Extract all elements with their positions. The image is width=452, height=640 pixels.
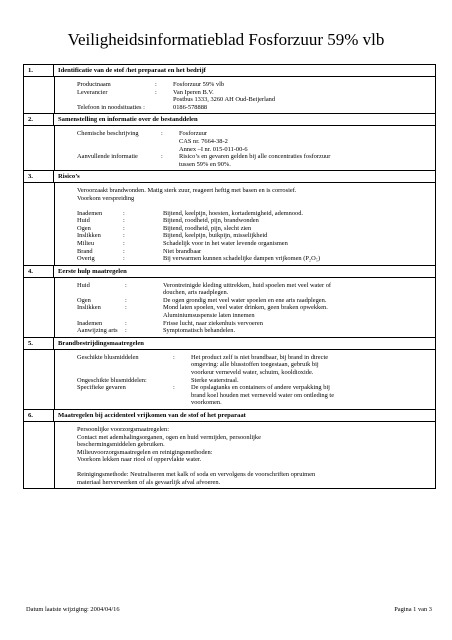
field-row [77,304,431,312]
field-label: Huid [77,281,90,289]
section-body [54,126,435,170]
section-2 [24,114,435,171]
field-value: voorkeur verneveld water, schuim, kooldioxide. [191,369,314,377]
field-label [77,392,173,400]
section-header-row [24,338,435,350]
footer-date: Datum laatste wijziging: 2004/04/16 [26,606,120,613]
field-label: Brand [77,247,93,255]
field-value: douchen, arts raadplegen. [163,289,229,297]
field-colon [161,161,179,169]
field-label: Ogen [77,224,91,232]
field-value: 0186-578888 [173,103,208,111]
field-label: Aanvullende informatie [77,153,138,161]
field-row [77,104,431,112]
field-colon [125,312,163,320]
section-heading: Risico’s [58,173,80,181]
field-label [77,361,173,369]
section-number: 1. [24,65,54,76]
field-label: Inademen [77,319,103,327]
field-colon [173,369,191,377]
field-value: Van Iperen B.V. [173,88,214,96]
field-row [77,392,431,400]
field-label [77,312,125,320]
field-label: Inademen [77,209,103,217]
field-row [77,312,431,320]
field-colon: : [125,296,127,304]
field-colon: : [125,319,127,327]
field-row [77,361,431,369]
field-label: Geschikte blusmiddelen [77,353,139,361]
field-value: Bijtend, roodheid, pijn, brandwonden [163,217,259,225]
field-colon [155,104,173,112]
field-label [77,369,173,377]
field-colon [161,138,179,146]
field-row [77,210,431,218]
field-label [77,96,155,104]
field-row [77,399,431,407]
field-label: Leverancier [77,88,108,96]
field-colon: : [125,281,127,289]
field-colon: : [123,209,125,217]
field-label: Specifieke gevaren [77,384,126,392]
section-header-row [24,65,435,77]
field-row [77,255,431,263]
field-row [77,89,431,97]
field-colon: : [173,353,175,361]
field-value: Schadelijk voor in het water levende organismen [163,239,288,247]
field-label [77,146,161,154]
field-value: De ogen grondig met veel water spoelen en ene arts raadplegen. [163,296,327,304]
field-colon: : [123,239,125,247]
body-line: Reinigingsmethode: Neutraliseren met kalk of soda en vervolgens de voorschriften opruimen [77,470,316,478]
field-value: Bij verwarmen kunnen schadelijke dampen vrijkomen (P₂O₅) [163,255,321,263]
section-body [54,278,435,337]
field-label: Productnaam [77,81,111,88]
field-value: Postbus 1333, 3260 AH Oud-Beijerland [173,96,276,104]
field-value: Bijtend, keelpijn, buikpijn, misselijkheid [163,232,268,240]
field-value: Fosforzuur 59% vlb [173,81,225,88]
field-row [77,289,431,297]
field-row [77,384,431,392]
field-row [77,225,431,233]
field-colon: : [125,304,127,312]
field-row [77,377,431,385]
field-label: Huid [77,217,90,225]
section-header-row [24,410,435,422]
field-value: Aluminiumsuspensie laten innemen [163,312,255,320]
field-label [77,399,173,407]
body-line: materiaal herverwerken of als gevaarlijk afval afvoeren. [77,478,221,486]
field-value: Bijtend, keelpijn, hoesten, kortademigheid, ademnood. [163,209,304,217]
field-label: Inslikken [77,232,101,240]
field-colon: : [123,217,125,225]
document-title: Veiligheidsinformatieblad Fosforzuur 59% vlb [67,30,385,49]
field-colon: : [155,88,157,96]
section-heading: Eerste hulp maatregelen [58,267,127,275]
field-row [77,153,431,161]
field-colon [173,399,191,407]
field-colon: : [125,327,127,335]
field-colon: : [123,224,125,232]
section-number: 5. [24,338,54,349]
field-label: Telefoon in noodsituaties : [77,103,145,111]
field-row [77,327,431,335]
field-label: Overig [77,255,95,263]
section-heading: Samenstelling en informatie over de bestanddelen [58,116,198,124]
field-label: Inslikken [77,304,101,312]
field-value: Annex –I nr. 015-011-00-6 [179,145,248,153]
field-row [77,354,431,362]
field-colon [161,146,179,154]
section-heading: Brandbestrijdingsmaatregelen [58,339,144,347]
section-6 [24,410,435,488]
field-colon: : [155,81,157,88]
section-number: 3. [24,171,54,182]
field-row [77,217,431,225]
field-colon: : [123,255,125,263]
field-label [77,138,161,146]
field-value: Frisse lucht, naar ziekenhuis vervoeren [163,319,263,327]
section-4 [24,266,435,338]
field-value: Het product zelf is niet brandbaar, bij brand in directe [191,353,329,361]
field-row [77,320,431,328]
body-line: Voorkom verspreiding [77,194,135,202]
field-label: Ogen [77,296,91,304]
section-body [54,422,435,488]
field-row [77,369,431,377]
body-line: Milieuvoorzorgsmaatregelen en reinigingsmethoden: [77,448,213,456]
field-value: brand koel houden met verneveld water om ontleding te [191,391,335,399]
field-colon [173,392,191,400]
field-row [77,138,431,146]
field-value: Symptomatisch behandelen. [163,327,236,335]
field-label: Chemische beschrijving [77,130,139,138]
field-label: Aanwijzing arts [77,327,118,335]
field-row [77,232,431,240]
field-row [77,282,431,290]
field-value: Niet brandbaar [163,247,202,255]
field-value: Risico’s en gevaren gelden bij alle concentraties fosforzuur [179,153,331,161]
sections-table [23,64,436,489]
field-value: Verontreinigde kleding uittrekken, huid spoelen met veel water of [163,281,332,289]
field-label: Ongeschikte blusmiddelen: [77,376,147,384]
field-row [77,146,431,154]
spacer [77,203,431,210]
section-body [54,77,435,113]
field-label: Milieu [77,239,95,247]
section-number: 2. [24,114,54,125]
field-label [77,161,161,169]
field-value: omgeving: alle blusstoffen toegestaan, gebruik bij [191,361,319,369]
section-header-row [24,171,435,183]
field-value: tussen 59% en 90%. [179,160,231,168]
field-colon: : [123,232,125,240]
field-row [77,96,431,104]
field-value: Mond laten spoelen, veel water drinken, geen braken opwekken. [163,304,328,312]
field-colon: : [173,384,175,392]
section-number: 6. [24,410,54,421]
field-value: De opslagtanks en containers of andere verpakking bij [191,384,330,392]
field-row [77,130,431,138]
spacer [77,464,431,471]
body-line: Persoonlijke voorzorgsmaatregelen: [77,426,169,433]
body-line: Veroorzaakt brandwonden. Matig sterk zuur, reageert heftig met basen en is corrosief. [77,187,297,195]
field-value: CAS nr. 7664-38-2 [179,137,228,145]
field-colon [125,289,163,297]
field-colon [173,361,191,369]
section-number: 4. [24,266,54,277]
section-heading: Maatregelen bij accidenteel vrijkomen van de stof of het preparaat [58,412,246,419]
field-value: Bijtend, roodheid, pijn, slecht zien [163,224,252,232]
field-row [77,161,431,169]
field-label [77,289,125,297]
footer-page-number: Pagina 1 van 3 [394,606,432,613]
field-value: voorkomen. [191,399,222,407]
field-value: Sterke waterstraal. [191,376,239,384]
field-colon [155,96,173,104]
section-5 [24,338,435,410]
field-row [77,248,431,256]
field-colon [173,377,191,385]
field-colon: : [161,130,163,138]
section-1 [24,65,435,114]
body-line: Voorkom lekken naar riool of oppervlakte water. [77,456,202,464]
field-value: Fosforzuur [179,130,208,138]
section-heading: Identificatie van de stof /het preparaat en het bedrijf [58,67,206,74]
section-header-row [24,114,435,126]
field-colon: : [123,247,125,255]
body-line: Contact met ademhalingsorganen, ogen en huid vermijden, persoonlijke [77,433,261,441]
section-body [54,350,435,409]
section-3 [24,171,435,265]
section-body [54,183,435,264]
field-row [77,297,431,305]
field-colon: : [161,153,163,161]
section-header-row [24,266,435,278]
field-row [77,81,431,89]
field-row [77,240,431,248]
body-line: beschermingsmiddelen gebruiken. [77,441,165,449]
